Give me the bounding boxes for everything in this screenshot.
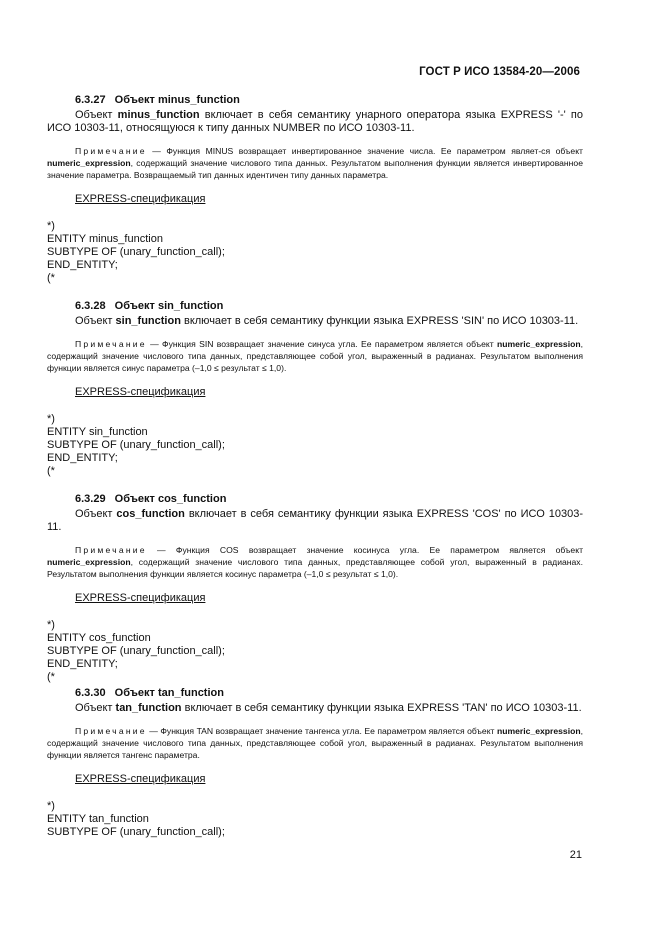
heading-prefix: Объект xyxy=(114,493,155,505)
paragraph-text: включает в себя семантику функции языка EXPRESS 'TAN' по ИСО 10303-11. xyxy=(184,702,582,714)
note-label: Примечание xyxy=(75,146,147,156)
note-text-end: , содержащий значение числового типа данных. Результатом выполнения функции является инвертированное значение параметра. Возвращаемый тип данных идентичен типу данных параметра. xyxy=(47,158,583,180)
express-spec-label: EXPRESS-спецификация xyxy=(75,773,206,785)
heading-prefix: Объект xyxy=(114,94,155,106)
heading-prefix: Объект xyxy=(114,687,155,699)
note-label: Примечание xyxy=(75,339,147,349)
section-sin-function xyxy=(47,300,583,478)
note-dash: — xyxy=(146,726,161,736)
code-line: SUBTYPE OF (unary_function_call); xyxy=(47,826,225,838)
note xyxy=(47,338,583,374)
note-term: numeric_expression xyxy=(497,726,581,736)
note-text: Функция MINUS возвращает инвертированное значение числа. Ее параметром являет-ся объект xyxy=(166,146,583,156)
code-line: (* xyxy=(47,671,55,683)
express-spec-label: EXPRESS-спецификация xyxy=(75,386,206,398)
note xyxy=(47,544,583,580)
code-line: END_ENTITY; xyxy=(47,259,118,271)
code-line: *) xyxy=(47,800,55,812)
section-heading xyxy=(75,493,583,506)
heading-prefix: Объект xyxy=(114,300,155,312)
page-number: 21 xyxy=(569,849,582,861)
section-paragraph xyxy=(47,109,583,135)
section-number: 6.3.28 xyxy=(75,300,106,312)
note-dash: — xyxy=(146,146,167,156)
heading-entity-name: minus_function xyxy=(157,94,240,106)
code-line: SUBTYPE OF (unary_function_call); xyxy=(47,439,225,451)
express-code xyxy=(47,413,583,478)
code-line: ENTITY minus_function xyxy=(47,233,163,245)
note-text: Функция SIN возвращает значение синуса угла. Ее параметром является объект xyxy=(162,339,498,349)
note xyxy=(47,725,583,761)
code-line: END_ENTITY; xyxy=(47,658,118,670)
code-line: SUBTYPE OF (unary_function_call); xyxy=(47,246,225,258)
section-paragraph xyxy=(47,508,583,534)
note-term: numeric_expression xyxy=(47,158,131,168)
express-code xyxy=(47,619,583,684)
paragraph-entity-name: minus_function xyxy=(117,109,200,121)
express-spec-label: EXPRESS-спецификация xyxy=(75,193,206,205)
note-text: Функция COS возвращает значение косинуса угла. Ее параметром является объект xyxy=(175,545,583,555)
paragraph-entity-name: sin_function xyxy=(115,315,181,327)
section-number: 6.3.29 xyxy=(75,493,106,505)
code-line: SUBTYPE OF (unary_function_call); xyxy=(47,645,225,657)
note-label: Примечание xyxy=(75,726,147,736)
note-label: Примечание xyxy=(75,545,147,555)
paragraph-text: включает в себя семантику функции языка EXPRESS 'SIN' по ИСО 10303-11. xyxy=(183,315,579,327)
section-cos-function xyxy=(47,493,583,684)
note-text: Функция TAN возвращает значение тангенса угла. Ее параметром является объект xyxy=(160,726,498,736)
section-heading xyxy=(75,94,583,107)
note xyxy=(47,145,583,181)
code-line: *) xyxy=(47,619,55,631)
paragraph-lead: Объект xyxy=(75,702,113,714)
section-heading xyxy=(75,687,583,700)
express-code xyxy=(47,800,583,839)
code-line: *) xyxy=(47,220,55,232)
heading-entity-name: sin_function xyxy=(157,300,224,312)
note-text-end: , содержащий значение числового типа данных, представляющее собой угол, выраженный в радианах. Результатом выполнения функции является косинус параметра (–1,0 ≤ результат ≤ 1,0). xyxy=(47,557,583,579)
code-line: END_ENTITY; xyxy=(47,452,118,464)
note-term: numeric_expression xyxy=(497,339,581,349)
paragraph-entity-name: cos_function xyxy=(116,508,185,520)
section-number: 6.3.27 xyxy=(75,94,106,106)
note-term: numeric_expression xyxy=(47,557,131,567)
section-minus-function xyxy=(47,94,583,285)
express-code xyxy=(47,220,583,285)
section-paragraph xyxy=(47,315,583,328)
note-text-end: , содержащий значение числового типа данных, представляющее собой угол, выраженный в радианах. Результатом выполнения функции является тангенс параметра. xyxy=(47,726,583,760)
section-paragraph xyxy=(47,702,583,715)
note-text-end: , содержащий значение числового типа данных, представляющее собой угол, выраженный в радианах. Результатом выполнения функции является синус параметра (–1,0 ≤ результат ≤ 1,0). xyxy=(47,339,583,373)
document-header: ГОСТ Р ИСО 13584-20—2006 xyxy=(419,66,580,78)
code-line: ENTITY cos_function xyxy=(47,632,151,644)
heading-entity-name: tan_function xyxy=(157,687,224,699)
paragraph-lead: Объект xyxy=(75,508,113,520)
express-spec-label: EXPRESS-спецификация xyxy=(75,592,206,604)
paragraph-entity-name: tan_function xyxy=(115,702,182,714)
section-tan-function xyxy=(47,687,583,839)
heading-entity-name: cos_function xyxy=(157,493,227,505)
code-line: (* xyxy=(47,465,55,477)
paragraph-text: включает в себя семантику функции языка EXPRESS 'COS' по ИСО 10303-11. xyxy=(47,508,583,533)
code-line: (* xyxy=(47,272,55,284)
code-line: *) xyxy=(47,413,55,425)
paragraph-text: включает в себя семантику унарного оператора языка EXPRESS '-' по ИСО 10303-11, относящуюся к типу данных NUMBER по ИСО 10303-11. xyxy=(47,109,584,134)
paragraph-lead: Объект xyxy=(75,109,113,121)
section-heading xyxy=(75,300,583,313)
code-line: ENTITY sin_function xyxy=(47,426,148,438)
paragraph-lead: Объект xyxy=(75,315,113,327)
note-dash: — xyxy=(146,339,163,349)
code-line: ENTITY tan_function xyxy=(47,813,149,825)
section-number: 6.3.30 xyxy=(75,687,106,699)
note-dash: — xyxy=(146,545,176,555)
